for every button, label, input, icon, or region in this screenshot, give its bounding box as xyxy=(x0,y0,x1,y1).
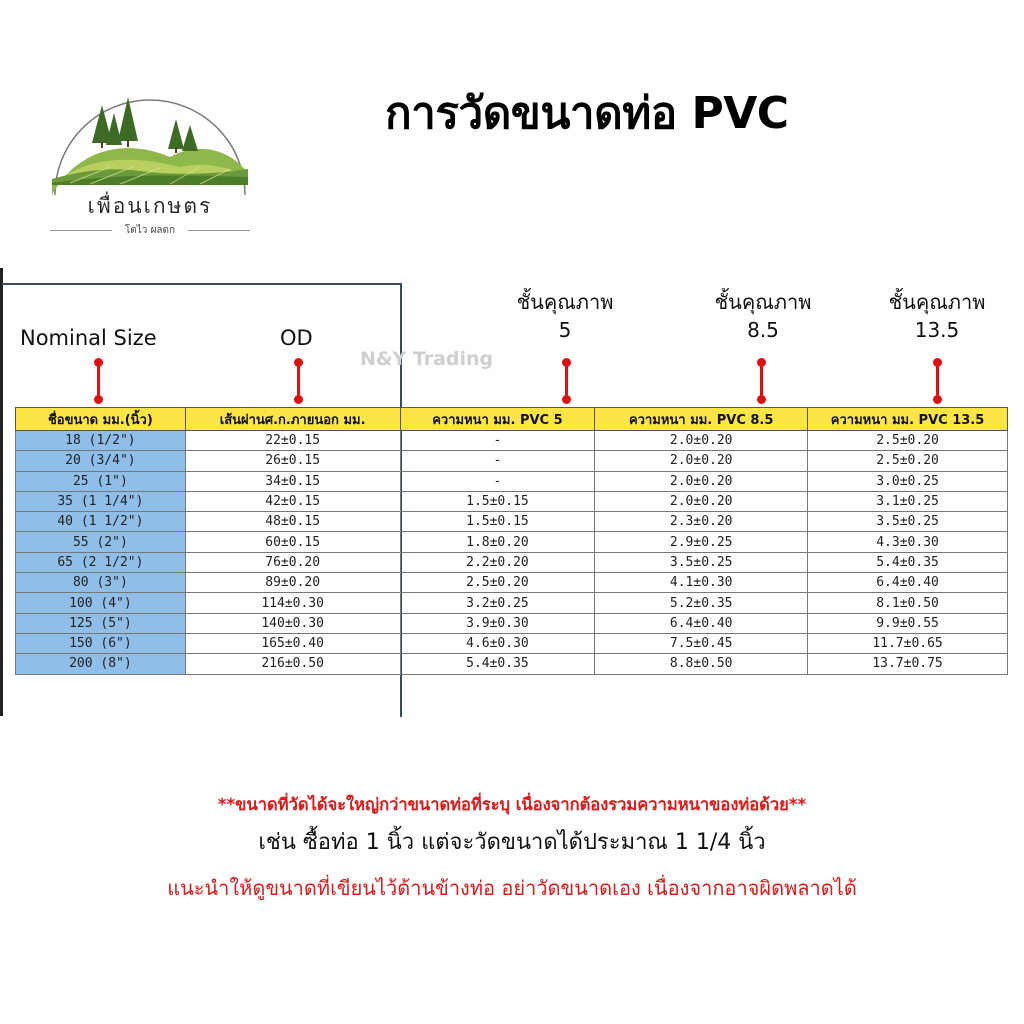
grade-label-8-5 xyxy=(688,288,838,344)
cell-pvc5: 3.2±0.25 xyxy=(400,593,595,613)
table-row xyxy=(16,573,1008,593)
cell-od: 42±0.15 xyxy=(185,491,400,511)
cell-pvc13-5: 9.9±0.55 xyxy=(808,613,1008,633)
grade-label-5 xyxy=(490,288,640,344)
pvc-spec-table xyxy=(15,407,1008,675)
grade-label-5-title: ชั้นคุณภาพ xyxy=(516,290,614,314)
marker-nominal-icon xyxy=(97,362,100,400)
cell-pvc5: 3.9±0.30 xyxy=(400,613,595,633)
cell-od: 76±0.20 xyxy=(185,552,400,572)
cell-pvc13-5: 5.4±0.35 xyxy=(808,552,1008,572)
cell-pvc8-5: 2.9±0.25 xyxy=(595,532,808,552)
cell-size: 200 (8") xyxy=(16,654,186,674)
table-row xyxy=(16,593,1008,613)
cell-size: 80 (3") xyxy=(16,573,186,593)
table-row xyxy=(16,491,1008,511)
cell-pvc8-5: 2.3±0.20 xyxy=(595,512,808,532)
cell-size: 25 (1") xyxy=(16,471,186,491)
grade-label-8-5-title: ชั้นคุณภาพ xyxy=(714,290,812,314)
cell-od: 26±0.15 xyxy=(185,451,400,471)
marker-od-icon xyxy=(297,362,300,400)
grade-label-13-5-title: ชั้นคุณภาพ xyxy=(888,290,986,314)
cell-od: 34±0.15 xyxy=(185,471,400,491)
grade-label-13-5 xyxy=(862,288,1012,344)
cell-size: 35 (1 1/4") xyxy=(16,491,186,511)
cell-pvc13-5: 6.4±0.40 xyxy=(808,573,1008,593)
header-size: ชื่อขนาด มม.(นิ้ว) xyxy=(16,408,186,431)
table-row xyxy=(16,613,1008,633)
cell-pvc8-5: 2.0±0.20 xyxy=(595,491,808,511)
marker-pvc13-5-icon xyxy=(936,362,939,400)
cell-od: 60±0.15 xyxy=(185,532,400,552)
grade-label-8-5-value: 8.5 xyxy=(747,318,779,342)
table-row xyxy=(16,633,1008,653)
cell-size: 100 (4") xyxy=(16,593,186,613)
cell-pvc8-5: 4.1±0.30 xyxy=(595,573,808,593)
cell-size: 18 (1/2") xyxy=(16,431,186,451)
advice-note: แนะนำให้ดูขนาดที่เขียนไว้ด้านข้างท่อ อย่าวัดขนาดเอง เนื่องจากอาจผิดพลาดได้ xyxy=(167,876,857,900)
cell-size: 65 (2 1/2") xyxy=(16,552,186,572)
cell-pvc5: 2.2±0.20 xyxy=(400,552,595,572)
grade-label-13-5-value: 13.5 xyxy=(914,318,960,342)
cell-pvc13-5: 13.7±0.75 xyxy=(808,654,1008,674)
table-row xyxy=(16,451,1008,471)
cell-size: 40 (1 1/2") xyxy=(16,512,186,532)
cell-od: 140±0.30 xyxy=(185,613,400,633)
example-note: เช่น ซื้อท่อ 1 นิ้ว แต่จะวัดขนาดได้ประมาณ 1 1/4 นิ้ว xyxy=(258,830,766,855)
cell-size: 55 (2") xyxy=(16,532,186,552)
marker-pvc5-icon xyxy=(565,362,568,400)
cell-pvc5: - xyxy=(400,471,595,491)
header-od: เส้นผ่านศ.ก.ภายนอก มม. xyxy=(185,408,400,431)
nominal-size-label: Nominal Size xyxy=(20,326,157,350)
cell-size: 20 (3/4") xyxy=(16,451,186,471)
table-row xyxy=(16,471,1008,491)
cell-od: 216±0.50 xyxy=(185,654,400,674)
cell-pvc8-5: 2.0±0.20 xyxy=(595,471,808,491)
cell-size: 150 (6") xyxy=(16,633,186,653)
cell-pvc8-5: 5.2±0.35 xyxy=(595,593,808,613)
header-pvc8-5: ความหนา มม. PVC 8.5 xyxy=(595,408,808,431)
cell-pvc5: 1.8±0.20 xyxy=(400,532,595,552)
warning-note: **ขนาดที่วัดได้จะใหญ่กว่าขนาดท่อที่ระบุ เนื่องจากต้องรวมความหนาของท่อด้วย** xyxy=(217,795,807,814)
cell-pvc5: - xyxy=(400,451,595,471)
page-title: การวัดขนาดท่อ PVC xyxy=(385,88,789,139)
header-pvc5: ความหนา มม. PVC 5 xyxy=(400,408,595,431)
cell-od: 22±0.15 xyxy=(185,431,400,451)
logo-tagline: โตไว ผลดก xyxy=(124,225,176,236)
cell-pvc8-5: 6.4±0.40 xyxy=(595,613,808,633)
table-row xyxy=(16,552,1008,572)
cell-size: 125 (5") xyxy=(16,613,186,633)
cell-pvc13-5: 3.0±0.25 xyxy=(808,471,1008,491)
table-row xyxy=(16,532,1008,552)
cell-pvc13-5: 11.7±0.65 xyxy=(808,633,1008,653)
table-header-row xyxy=(16,408,1008,431)
logo-name: เพื่อนเกษตร xyxy=(87,194,213,218)
cell-pvc13-5: 3.1±0.25 xyxy=(808,491,1008,511)
cell-pvc8-5: 7.5±0.45 xyxy=(595,633,808,653)
grade-label-5-value: 5 xyxy=(558,318,572,342)
cell-pvc5: 1.5±0.15 xyxy=(400,491,595,511)
cell-pvc13-5: 8.1±0.50 xyxy=(808,593,1008,613)
cell-pvc5: 5.4±0.35 xyxy=(400,654,595,674)
marker-pvc8-5-icon xyxy=(760,362,763,400)
cell-pvc8-5: 8.8±0.50 xyxy=(595,654,808,674)
cell-pvc13-5: 3.5±0.25 xyxy=(808,512,1008,532)
table-row xyxy=(16,512,1008,532)
cell-pvc13-5: 2.5±0.20 xyxy=(808,431,1008,451)
cell-od: 165±0.40 xyxy=(185,633,400,653)
cell-pvc5: - xyxy=(400,431,595,451)
logo-tagline-row xyxy=(50,223,250,237)
table-row xyxy=(16,654,1008,674)
cell-od: 48±0.15 xyxy=(185,512,400,532)
cell-pvc8-5: 2.0±0.20 xyxy=(595,451,808,471)
cell-pvc8-5: 3.5±0.25 xyxy=(595,552,808,572)
cell-od: 114±0.30 xyxy=(185,593,400,613)
watermark: N&Y Trading xyxy=(360,348,494,370)
header-pvc13-5: ความหนา มม. PVC 13.5 xyxy=(808,408,1008,431)
cell-pvc5: 1.5±0.15 xyxy=(400,512,595,532)
cell-pvc13-5: 2.5±0.20 xyxy=(808,451,1008,471)
logo-divider-right xyxy=(188,230,250,231)
od-label: OD xyxy=(280,326,313,350)
cell-pvc8-5: 2.0±0.20 xyxy=(595,431,808,451)
table-row xyxy=(16,431,1008,451)
cell-pvc13-5: 4.3±0.30 xyxy=(808,532,1008,552)
cell-pvc5: 2.5±0.20 xyxy=(400,573,595,593)
cell-od: 89±0.20 xyxy=(185,573,400,593)
cell-pvc5: 4.6±0.30 xyxy=(400,633,595,653)
